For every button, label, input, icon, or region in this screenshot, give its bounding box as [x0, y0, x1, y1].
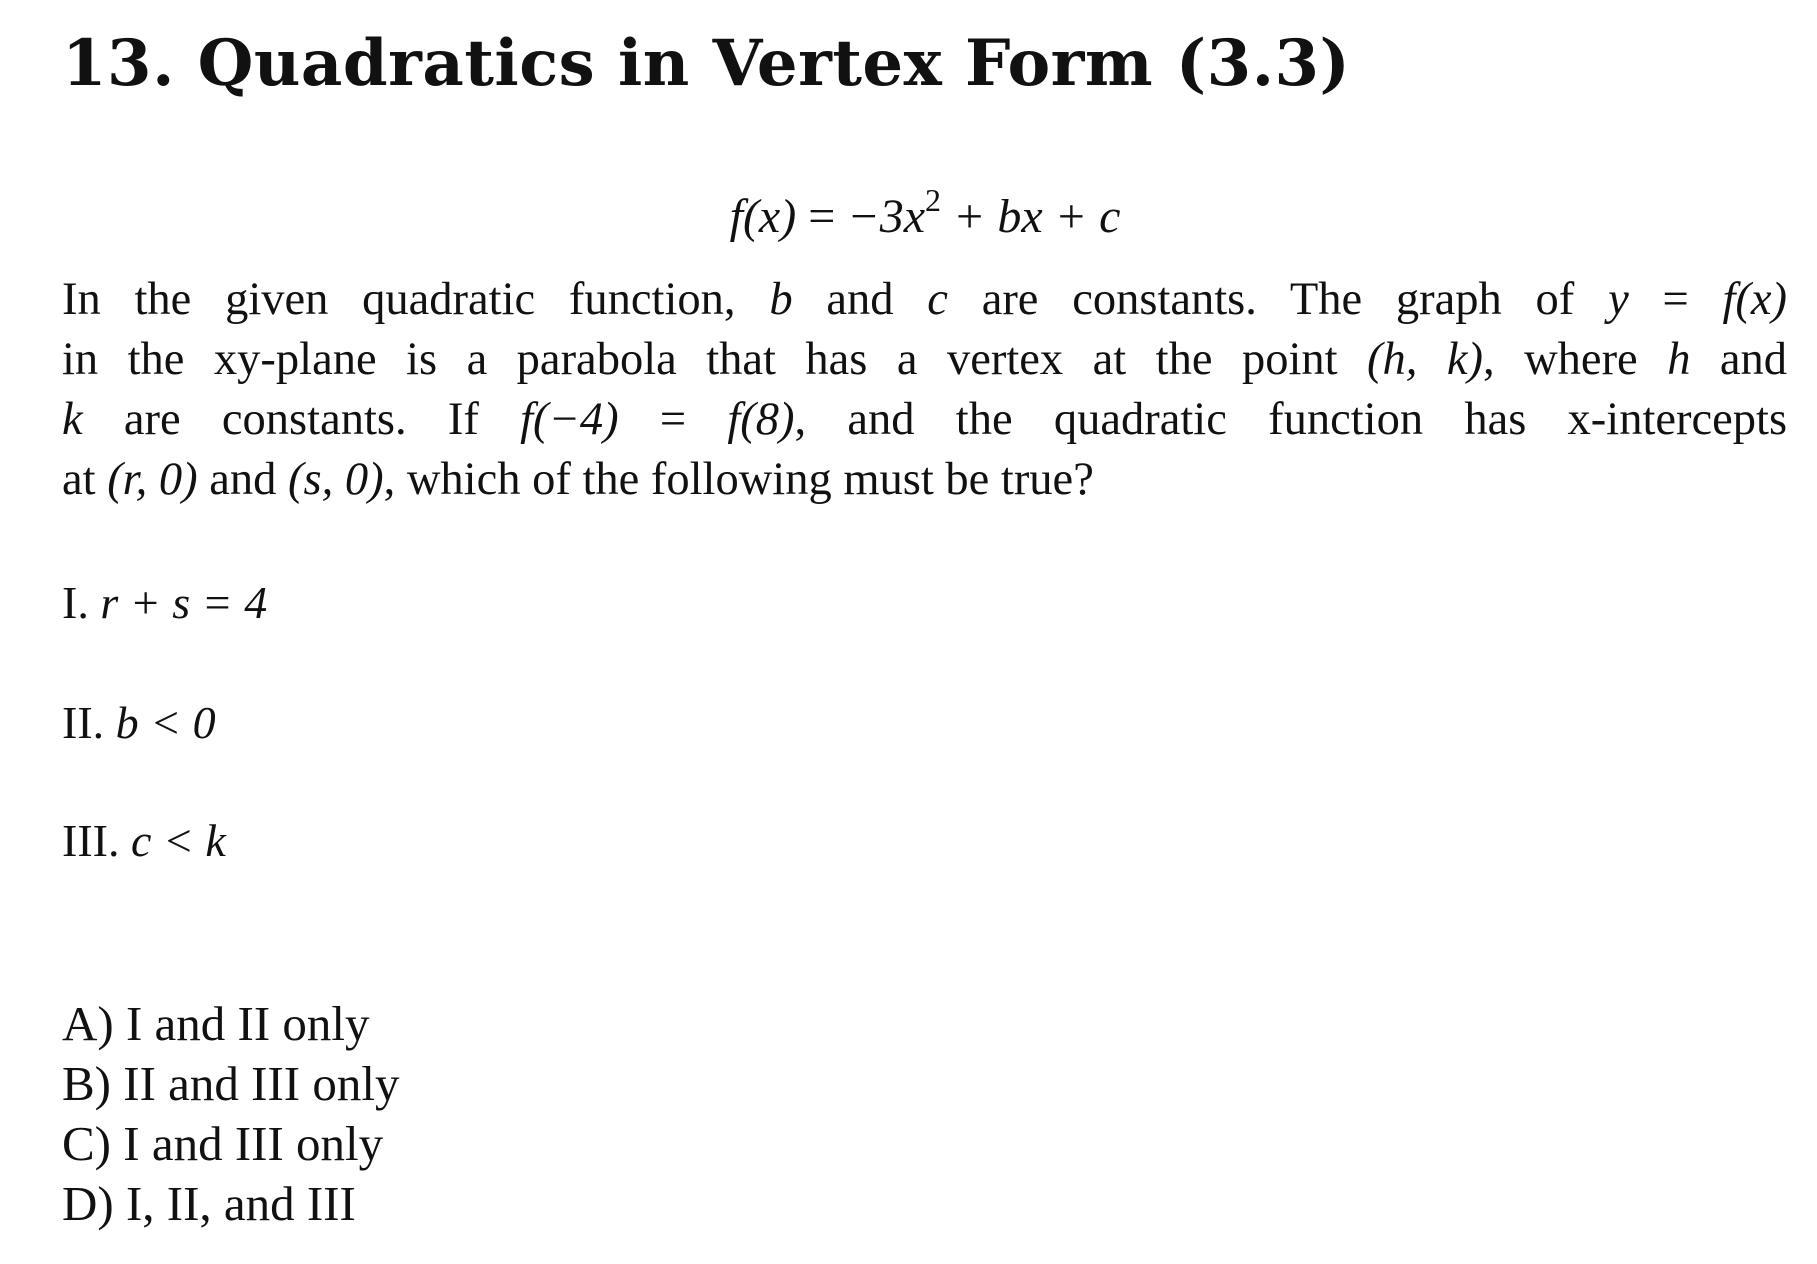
variable-c: c [927, 274, 948, 325]
choice-b[interactable]: B) II and III only [62, 1056, 400, 1111]
problem-line-4 [62, 450, 1787, 510]
choice-d[interactable]: D) I, II, and III [62, 1176, 356, 1231]
equation-remaining-terms: + bx + c [953, 190, 1121, 243]
statement-i [62, 574, 267, 632]
intercept-r: (r, 0) [107, 454, 198, 505]
equals-sign: = [1662, 274, 1689, 325]
problem-text-segment: , and the quadratic function has x-intercepts [794, 394, 1788, 445]
problem-text-segment: at [62, 454, 96, 505]
problem-text-segment: , which of the following must be true? [383, 454, 1094, 505]
problem-text-segment: are constants. If [123, 394, 479, 445]
statement-iii [62, 812, 226, 870]
equals-sign: = [659, 394, 687, 445]
problem-text-segment: and [1719, 334, 1788, 385]
statement-numeral: III. [62, 815, 120, 866]
function-equation [0, 174, 1817, 247]
problem-text-segment: are constants. The graph of [981, 274, 1575, 325]
choice-a[interactable]: A) I and II only [62, 996, 370, 1051]
variable-h: h [1667, 334, 1691, 385]
equation-equals: = [808, 190, 836, 243]
function-f-of-neg4: f(−4) [520, 394, 619, 445]
problem-line-2 [62, 330, 1787, 390]
problem-text-segment: and [826, 274, 894, 325]
variable-b: b [769, 274, 793, 325]
choice-c[interactable]: C) I and III only [62, 1116, 384, 1171]
problem-title: 13. Quadratics in Vertex Form (3.3) [62, 26, 1351, 101]
problem-text-segment: , where [1483, 334, 1638, 385]
problem-text [62, 270, 1787, 510]
vertex-point: (h, k) [1367, 334, 1483, 385]
statement-expression: r + s = 4 [100, 577, 268, 628]
problem-text-segment: in the xy-plane is a parabola that has a vertex at the point [62, 334, 1338, 385]
answer-choices [62, 994, 399, 1234]
statement-expression: c < k [130, 815, 226, 866]
statement-numeral: II. [62, 697, 105, 748]
function-f-of-8: f(8) [727, 394, 795, 445]
statement-expression: b < 0 [115, 697, 216, 748]
equation-leading-term: −3x [847, 190, 925, 243]
problem-line-1 [62, 270, 1787, 330]
intercept-s: (s, 0) [288, 454, 384, 505]
problem-text-segment: In the given quadratic function, [62, 274, 736, 325]
statement-ii [62, 694, 216, 752]
problem-text-segment: and [209, 454, 277, 505]
equation-lhs: f(x) [729, 190, 797, 243]
function-f-of-x: f(x) [1722, 274, 1788, 325]
variable-y: y [1608, 274, 1629, 325]
variable-k: k [62, 394, 83, 445]
statement-numeral: I. [62, 577, 89, 628]
problem-line-3 [62, 390, 1787, 450]
equation-exponent: 2 [925, 182, 941, 218]
